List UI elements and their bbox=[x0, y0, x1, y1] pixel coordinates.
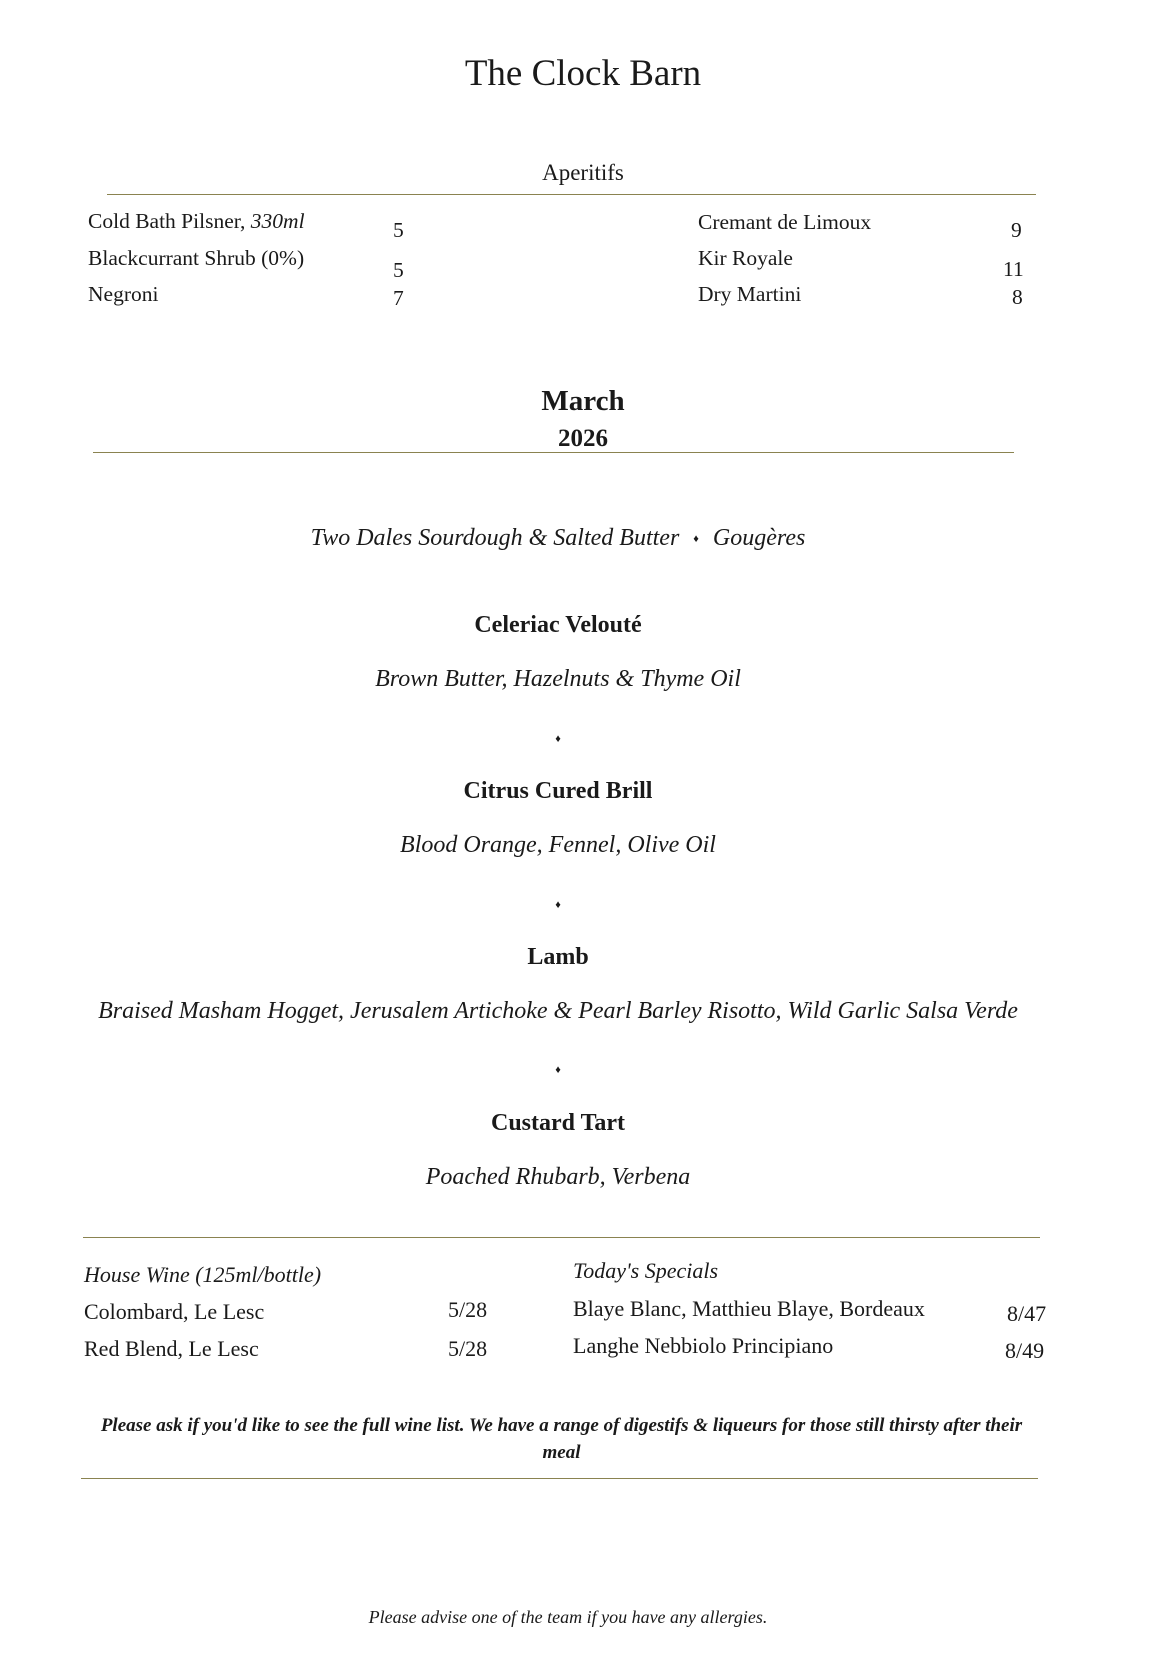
menu-year: 2026 bbox=[558, 425, 608, 452]
aperitif-item-price: 11 bbox=[1003, 257, 1024, 281]
wine-item-price: 8/47 bbox=[1007, 1301, 1047, 1326]
diamond-icon: ♦ bbox=[555, 899, 561, 911]
aperitif-item-price: 8 bbox=[1012, 285, 1023, 309]
course-description: Braised Masham Hogget, Jerusalem Artichoke & Pearl Barley Risotto, Wild Garlic Salsa Verde bbox=[98, 998, 1018, 1024]
course-name: Lamb bbox=[527, 944, 589, 970]
month-rule bbox=[93, 452, 1014, 453]
aperitif-item-price: 5 bbox=[393, 258, 404, 282]
aperitif-item-name: Negroni bbox=[88, 282, 159, 306]
wine-item-price: 5/28 bbox=[448, 1336, 488, 1361]
wine-item-name: Colombard, Le Lesc bbox=[84, 1299, 265, 1324]
aperitif-item-name: Cremant de Limoux bbox=[698, 210, 872, 234]
wine-item-name: Red Blend, Le Lesc bbox=[84, 1336, 259, 1361]
diamond-icon: ♦ bbox=[555, 1064, 561, 1076]
aperitif-item-price: 9 bbox=[1011, 218, 1022, 242]
course-name: Celeriac Velouté bbox=[474, 612, 642, 638]
wine-list-note: Please ask if you'd like to see the full wine list. We have a range of digestifs & liqueurs for those still thirsty after their meal bbox=[100, 1415, 1023, 1463]
wine-item-price: 5/28 bbox=[448, 1297, 488, 1322]
aperitifs-rule bbox=[107, 194, 1036, 195]
course-description: Blood Orange, Fennel, Olive Oil bbox=[400, 832, 716, 858]
allergy-note: Please advise one of the team if you have any allergies. bbox=[368, 1607, 768, 1627]
bread-item: Gougères bbox=[712, 525, 806, 551]
aperitif-item-price: 5 bbox=[393, 218, 404, 242]
house-wine-heading: House Wine (125ml/bottle) bbox=[84, 1262, 322, 1287]
aperitif-item-name: Cold Bath Pilsner, 330ml bbox=[88, 209, 305, 233]
course-name: Citrus Cured Brill bbox=[463, 778, 653, 804]
wine-item-name: Blaye Blanc, Matthieu Blaye, Bordeaux bbox=[573, 1296, 925, 1321]
diamond-icon: ♦ bbox=[693, 533, 699, 546]
wine-item-price: 8/49 bbox=[1005, 1338, 1045, 1363]
diamond-icon: ♦ bbox=[555, 733, 561, 745]
bread-item: Two Dales Sourdough & Salted Butter bbox=[310, 525, 680, 551]
specials-heading: Today's Specials bbox=[573, 1258, 719, 1283]
aperitif-item-name: Blackcurrant Shrub (0%) bbox=[88, 246, 305, 270]
bread-line bbox=[0, 525, 1116, 552]
aperitif-item-name: Kir Royale bbox=[698, 246, 793, 270]
course-description: Brown Butter, Hazelnuts & Thyme Oil bbox=[375, 666, 741, 692]
wine-rule bbox=[83, 1237, 1040, 1238]
footer-rule bbox=[81, 1478, 1038, 1479]
aperitif-item-price: 7 bbox=[393, 286, 404, 310]
course-name: Custard Tart bbox=[490, 1110, 626, 1136]
aperitif-item-name: Dry Martini bbox=[698, 282, 802, 306]
wine-item-name: Langhe Nebbiolo Principiano bbox=[573, 1333, 834, 1358]
aperitifs-heading: Aperitifs bbox=[542, 160, 624, 185]
aperitif-item-detail: 330ml bbox=[250, 209, 305, 233]
menu-month: March bbox=[541, 385, 625, 417]
course-description: Poached Rhubarb, Verbena bbox=[425, 1164, 691, 1190]
restaurant-name: The Clock Barn bbox=[464, 53, 702, 94]
